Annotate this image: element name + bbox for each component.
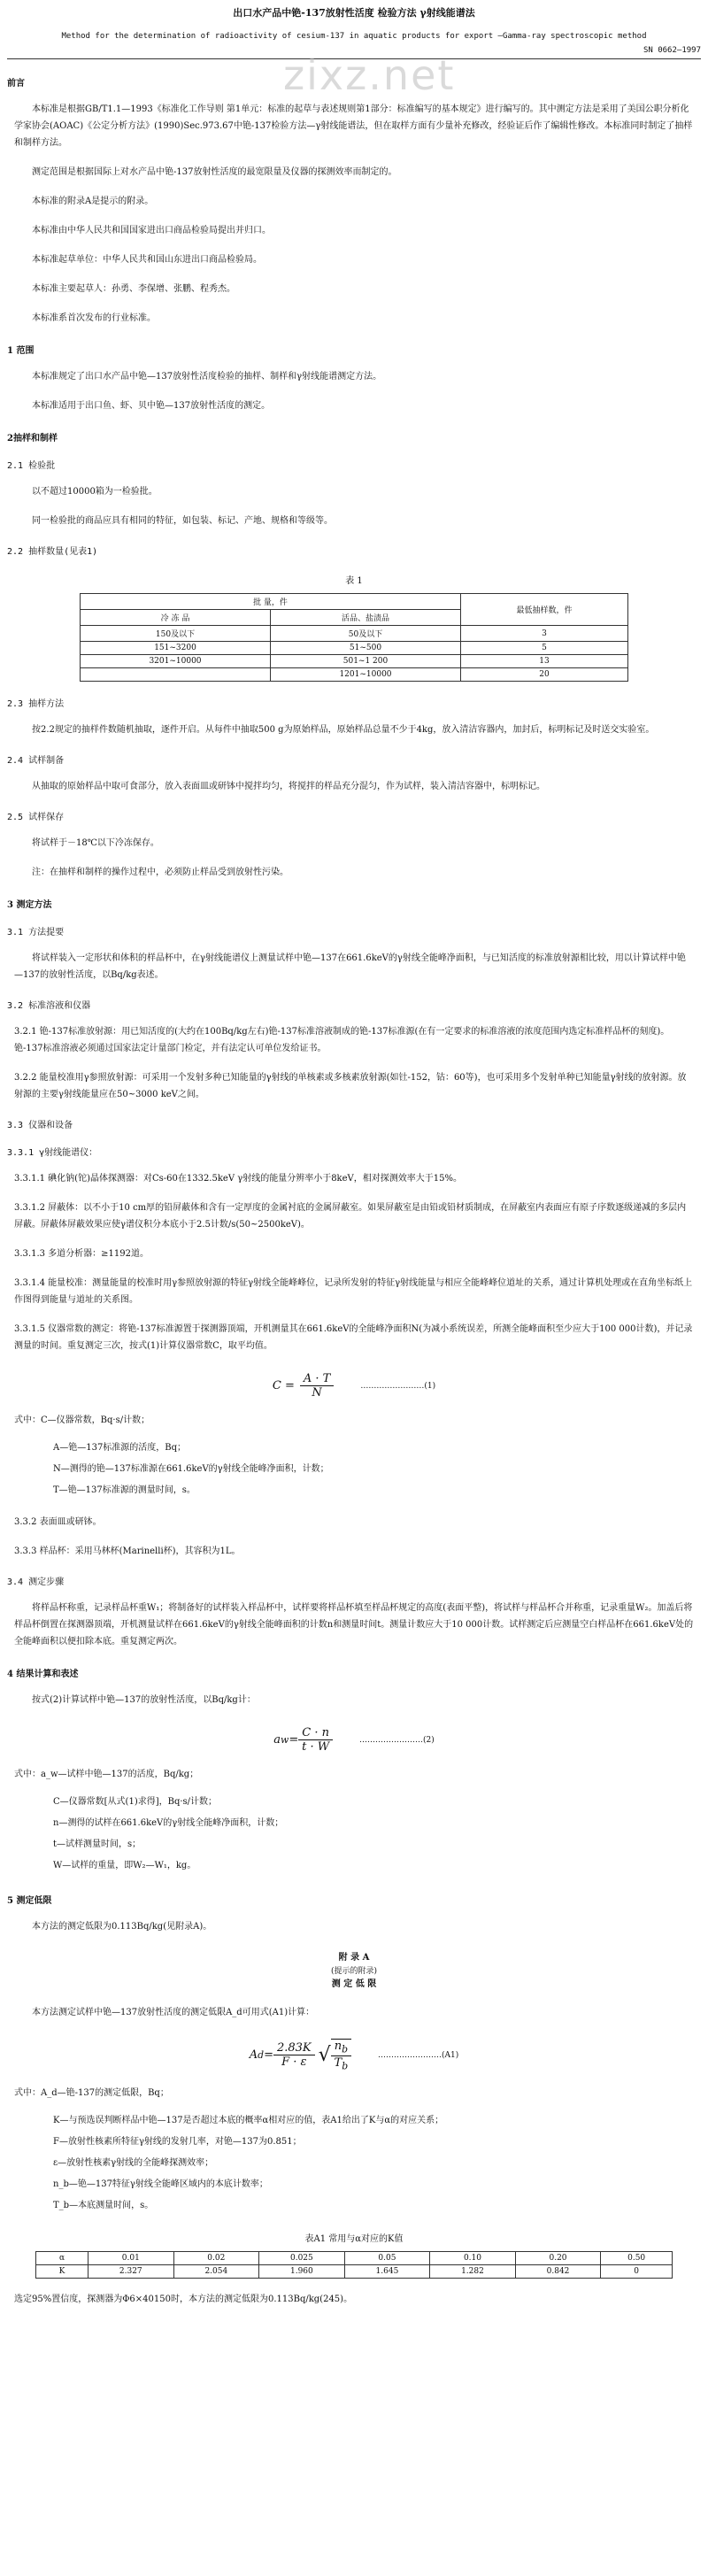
formula-2-fraction	[298, 1726, 333, 1754]
definition-item: ε—放射性核素γ射线的全能峰探测效率；	[53, 2157, 214, 2168]
sqrt-icon: √	[318, 2044, 331, 2067]
formula-2	[0, 1726, 708, 1754]
foreword-para: 测定范围是根据国际上对水产品中铯-137放射性活度的最宽限量及仪器的探测效率而制定的。	[32, 167, 397, 177]
definition-item: W—试样的重量，即W₂—W₁，kg。	[53, 1861, 196, 1870]
table-row	[81, 668, 628, 682]
table-cell: 0.01	[88, 2251, 174, 2264]
table-1-caption: 表 1	[345, 576, 363, 586]
section-1-heading: 1 范围	[7, 346, 35, 356]
table-cell: 1.960	[259, 2264, 345, 2278]
table-1-col-frozen: 冷 冻 品	[81, 610, 271, 626]
foreword-para: 本标准主要起草人：孙勇、李保增、张鹏、程秀杰。	[32, 284, 235, 294]
section-3-1-para: 将试样装入一定形状和体积的样品杯中，在γ射线能谱仪上测量试样中铯—137在661.6keV的γ射线全能峰净面积，与已知活度的标准放射源相比较，用以计算试样中铯—137的放射性活度，以Bq/kg表述。	[14, 953, 686, 980]
table-row	[36, 2264, 673, 2278]
formula-a1-number: ……………………(A1)	[378, 2050, 459, 2060]
table-cell: 5	[461, 642, 628, 655]
annex-subtitle: 测 定 低 限	[331, 1979, 377, 1990]
table-cell: 1.645	[344, 2264, 430, 2278]
section-3-3-1-2-para: 3.3.1.2 屏蔽体：以不小于10 cm厚的铅屏蔽体和含有一定厚度的金属衬底的金属屏蔽室。如果屏蔽室是由铅或铅材质制成，在屏蔽室内表面应有原子序数逐级递减的多层内屏蔽。屏蔽体屏蔽效果应使γ谱仪积分本底小于2.5计数/s(50~2500keV)。	[14, 1203, 687, 1230]
formula-2-where: 式中：a_w—试样中铯—137的活度，Bq/kg；	[14, 1770, 199, 1779]
formula-a1-equals: =	[264, 2048, 273, 2063]
table-cell: 0.842	[515, 2264, 601, 2278]
foreword-para: 本标准系首次发布的行业标准。	[32, 313, 156, 323]
section-2-3-heading: 2.3 抽样方法	[7, 699, 65, 709]
section-3-3-1-3-para: 3.3.1.3 多道分析器：≥1192道。	[14, 1249, 149, 1259]
formula-2-definitions	[53, 1792, 694, 1877]
section-3-1-heading: 3.1 方法提要	[7, 928, 65, 937]
section-2-3-para: 按2.2规定的抽样件数随机抽取，逐件开启。从每件中抽取500 g为原始样品，原始样品总量不少于4kg，放入清洁容器内，加封后，标明标记及时送交实验室。	[32, 725, 655, 735]
foreword-para: 本标准的附录A是提示的附录。	[32, 197, 154, 206]
radicand-denominator-sub: b	[342, 2060, 349, 2072]
section-3-3-1-4-para: 3.3.1.4 能量校准：测量能量的校准时用γ参照放射源的特征γ射线全能峰峰位，记录所发射的特征γ射线能量与相应全能峰峰位道址的关系，通过计算机处理或在直角坐标纸上作图得到能量与道址的关系图。	[14, 1278, 693, 1305]
document-title: 出口水产品中铯-137放射性活度 检验方法 γ射线能谱法	[233, 7, 475, 19]
formula-1-number: ……………………(1)	[360, 1381, 436, 1391]
definition-item: t—试样测量时间，s；	[53, 1839, 142, 1849]
definition-item: A—铯—137标准源的活度，Bq；	[53, 1443, 187, 1453]
formula-2-numerator: C · n	[298, 1726, 333, 1740]
formula-2-denominator: t · W	[302, 1740, 330, 1754]
formula-a1-where: 式中：A_d—铯-137的测定低限，Bq；	[14, 2087, 169, 2098]
formula-1-fraction	[300, 1372, 334, 1400]
table-cell: 150及以下	[81, 626, 271, 642]
section-3-3-1-5-para: 3.3.1.5 仪器常数的测定：将铯-137标准源置于探测器顶端，开机测量其在661.6keV的全能峰净面积N(为减小系统误差，所测全能峰面积至少应大于100 000计数)，并记录测量的时间。重复测定三次，按式(1)计算仪器常数C，取平均值。	[14, 1324, 693, 1351]
table-1-col-live: 活品、盐渍品	[271, 610, 461, 626]
table-cell: 2.327	[88, 2264, 174, 2278]
section-3-3-3-para: 3.3.3 样品杯：采用马林杯(Marinelli杯)，其容积为1L。	[14, 1546, 241, 1556]
section-3-3-2-para: 3.3.2 表面皿或研钵。	[14, 1517, 102, 1527]
section-3-2-2-para: 3.2.2 能量校准用γ参照放射源：可采用一个发射多种已知能量的γ射线的单核素或多核素放射源(如钍-152，钴：60等)，也可采用多个发射单种已知能量γ射线的放射源。放射源的主要γ射线能量应在50~3000 keV之间。	[14, 1073, 687, 1099]
table-cell: 0.50	[601, 2251, 673, 2264]
foreword-para: 本标准起草单位：中华人民共和国山东进出口商品检验局。	[32, 255, 262, 265]
table-cell: 13	[461, 655, 628, 668]
annex-note: (提示的附录)	[330, 1967, 378, 1976]
section-2-5-para: 将试样于－18℃以下冷冻保存。	[32, 838, 159, 848]
formula-2-lhs-sub: w	[281, 1734, 289, 1746]
table-a1-caption: 表A1 常用与α对应的K值	[304, 2233, 404, 2244]
section-2-4-para: 从抽取的原始样品中取可食部分，放入表面皿或研钵中搅拌均匀，将搅拌的样品充分混匀，作为试样，装入清洁容器中，标明标记。	[32, 782, 545, 791]
formula-a1-numerator: 2.83K	[273, 2041, 315, 2055]
definition-item: T_b—本底测量时间，s。	[53, 2200, 154, 2210]
section-2-1-para: 以不超过10000箱为一检验批。	[32, 487, 158, 497]
table-cell: 0.20	[515, 2251, 601, 2264]
table-cell: 3	[461, 626, 628, 642]
document-subtitle: Method for the determination of radioactivity of cesium-137 in aquatic products for export —Gamma-ray spectroscopic method	[61, 32, 647, 41]
annex-title: 附 录 A	[338, 1953, 370, 1963]
section-2-5-heading: 2.5 试样保存	[7, 813, 65, 822]
radicand-numerator-sub: b	[342, 2043, 348, 2055]
section-5-heading: 5 测定低限	[7, 1896, 52, 1906]
table-cell: 0.05	[344, 2251, 430, 2264]
foreword-para: 本标准是根据GB/T1.1—1993《标准化工作导则 第1单元：标准的起草与表述规则第1部分：标准编写的基本规定》进行编写的。其中测定方法是采用了美国公职分析化学家协会(AOAC)《公定分析方法》(1990)Sec.973.67中铯-137检验方法—γ射线能谱法，但在取样方面有少量补充修改，经验证后作了编辑性修改。本标准同时制定了抽样和制样方法。	[14, 104, 693, 148]
formula-2-number: ……………………(2)	[358, 1735, 435, 1745]
formula-1-numerator: A · T	[300, 1372, 334, 1386]
formula-a1-lhs-sub: d	[258, 2049, 265, 2062]
formula-a1-definitions	[53, 2110, 694, 2217]
table-row	[81, 655, 628, 668]
table-cell: 0.10	[430, 2251, 516, 2264]
section-2-4-heading: 2.4 试样制备	[7, 756, 65, 766]
section-3-3-1-heading: 3.3.1 γ射线能谱仪：	[7, 1148, 98, 1158]
section-3-2-1-para: 3.2.1 铯-137标准放射源：用已知活度的(大约在100Bq/kg左右)铯-137标准溶液制成的铯-137标准源(在有一定要求的标准溶液的浓度范围内选定标准样品杯的刻度)。铯-137标准溶液必须通过国家法定计量部门检定，并有法定认可单位发给证书。	[14, 1027, 670, 1053]
table-cell: 1.282	[430, 2264, 516, 2278]
table-cell: 50及以下	[271, 626, 461, 642]
formula-1-where: 式中：C—仪器常数，Bq·s/计数；	[14, 1415, 150, 1425]
table-1-col-min-samples: 最低抽样数，件	[461, 594, 628, 626]
foreword-heading: 前言	[7, 79, 25, 89]
section-3-3-heading: 3.3 仪器和设备	[7, 1121, 73, 1130]
section-1-para: 本标准规定了出口水产品中铯—137放射性活度检验的抽样、制样和γ射线能谱测定方法。	[32, 372, 382, 382]
formula-a1-fraction	[273, 2041, 315, 2069]
section-2-1-para: 同一检验批的商品应具有相同的特征，如包装、标记、产地、规格和等级等。	[32, 516, 333, 526]
definition-item: C—仪器常数[从式(1)求得]，Bq·s/计数；	[53, 1797, 218, 1807]
section-2-1-heading: 2.1 检验批	[7, 461, 56, 471]
formula-1-denominator: N	[312, 1386, 322, 1400]
table-row	[36, 2251, 673, 2264]
section-4-heading: 4 结果计算和表述	[7, 1670, 79, 1679]
definition-item: F—放射性核素所特征γ射线的发射几率，对铯—137为0.851；	[53, 2136, 302, 2147]
section-3-4-heading: 3.4 测定步骤	[7, 1577, 65, 1587]
watermark: zixz.net	[283, 51, 456, 99]
table-cell: 151~3200	[81, 642, 271, 655]
definition-item: N—测得的铯—137标准源在661.6keV的γ射线全能峰净面积，计数；	[53, 1464, 329, 1474]
section-2-heading: 2抽样和制样	[7, 434, 58, 443]
annex-intro: 本方法测定试样中铯—137放射性活度的测定低限A_d可用式(A1)计算：	[32, 2008, 315, 2018]
annex-footer: 选定95%置信度，探测器为Φ6×40150时，本方法的测定低限为0.113Bq/kg(245)。	[14, 2294, 353, 2304]
foreword-para: 本标准由中华人民共和国国家进出口商品检验局提出并归口。	[32, 226, 271, 235]
formula-1-definitions	[53, 1438, 694, 1501]
formula-a1-lhs: A	[249, 2048, 258, 2063]
table-cell: 2.054	[173, 2264, 259, 2278]
formula-a1-radicand	[331, 2039, 351, 2071]
table-cell: 0	[601, 2264, 673, 2278]
table-cell: 20	[461, 668, 628, 682]
table-cell: 3201~10000	[81, 655, 271, 668]
formula-1	[0, 1372, 708, 1400]
section-5-para: 本方法的测定低限为0.113Bq/kg(见附录A)。	[32, 1922, 212, 1932]
section-3-4-para: 将样品杯称重，记录样品杯重W₁；将制备好的试样装入样品杯中，试样要将样品杯填至样品杯规定的高度(表面平整)，将试样与样品杯合并称重，记录重量W₂。加盖后将样品杯倒置在探测器顶端，开机测量试样在661.6keV的γ射线全能峰面积的计数n和测量时间t。测量计数应大于10 000计数。试样测定后应测量空白样品杯在661.6keV处的全能峰面积以便扣除本底。重复测定两次。	[14, 1603, 694, 1647]
annex-header	[0, 1951, 708, 1992]
table-cell: 501~1 200	[271, 655, 461, 668]
section-1-para: 本标准适用于出口鱼、虾、贝中铯—137放射性活度的测定。	[32, 401, 271, 411]
section-3-heading: 3 测定方法	[7, 900, 52, 910]
table-cell	[81, 668, 271, 682]
definition-item: K—与预选误判断样品中铯—137是否超过本底的概率α相对应的值，表A1给出了K与α的对应关系；	[53, 2115, 444, 2125]
table-a1-alpha-label: α	[36, 2251, 88, 2264]
table-cell: 0.025	[259, 2251, 345, 2264]
formula-a1-denominator: F · ε	[281, 2055, 307, 2070]
table-1	[80, 593, 628, 682]
formula-2-lhs: a	[273, 1733, 281, 1747]
table-cell: 0.02	[173, 2251, 259, 2264]
table-cell: 1201~10000	[271, 668, 461, 682]
formula-1-lhs: C =	[272, 1379, 295, 1392]
formula-2-equals: =	[289, 1733, 299, 1747]
table-1-group-header: 批 量，件	[81, 594, 461, 610]
section-3-2-heading: 3.2 标准溶液和仪器	[7, 1001, 91, 1011]
table-row	[81, 642, 628, 655]
radicand-denominator: T	[334, 2055, 342, 2070]
section-2-5-note: 注：在抽样和制样的操作过程中，必须防止样品受到放射性污染。	[32, 868, 289, 877]
table-a1	[35, 2251, 673, 2279]
definition-item: T—铯—137标准源的测量时间，s。	[53, 1485, 196, 1495]
table-a1-k-label: K	[36, 2264, 88, 2278]
section-4-intro: 按式(2)计算试样中铯—137的放射性活度，以Bq/kg计：	[32, 1695, 256, 1705]
standard-code: SN 0662—1997	[643, 46, 701, 55]
formula-a1	[0, 2039, 708, 2071]
definition-item: n_b—铯—137特征γ射线全能峰区域内的本底计数率；	[53, 2179, 268, 2189]
section-3-3-1-1-para: 3.3.1.1 碘化钠(铊)晶体探测器：对Cs-60在1332.5keV γ射线的能量分辨率小于8keV，相对探测效率大于15%。	[14, 1174, 462, 1184]
definition-item: n—测得的试样在661.6keV的γ射线全能峰净面积，计数；	[53, 1818, 284, 1828]
table-cell: 51~500	[271, 642, 461, 655]
radicand-numerator: n	[334, 2040, 342, 2054]
table-row	[81, 626, 628, 642]
section-2-2-heading: 2.2 抽样数量(见表1)	[7, 547, 98, 557]
